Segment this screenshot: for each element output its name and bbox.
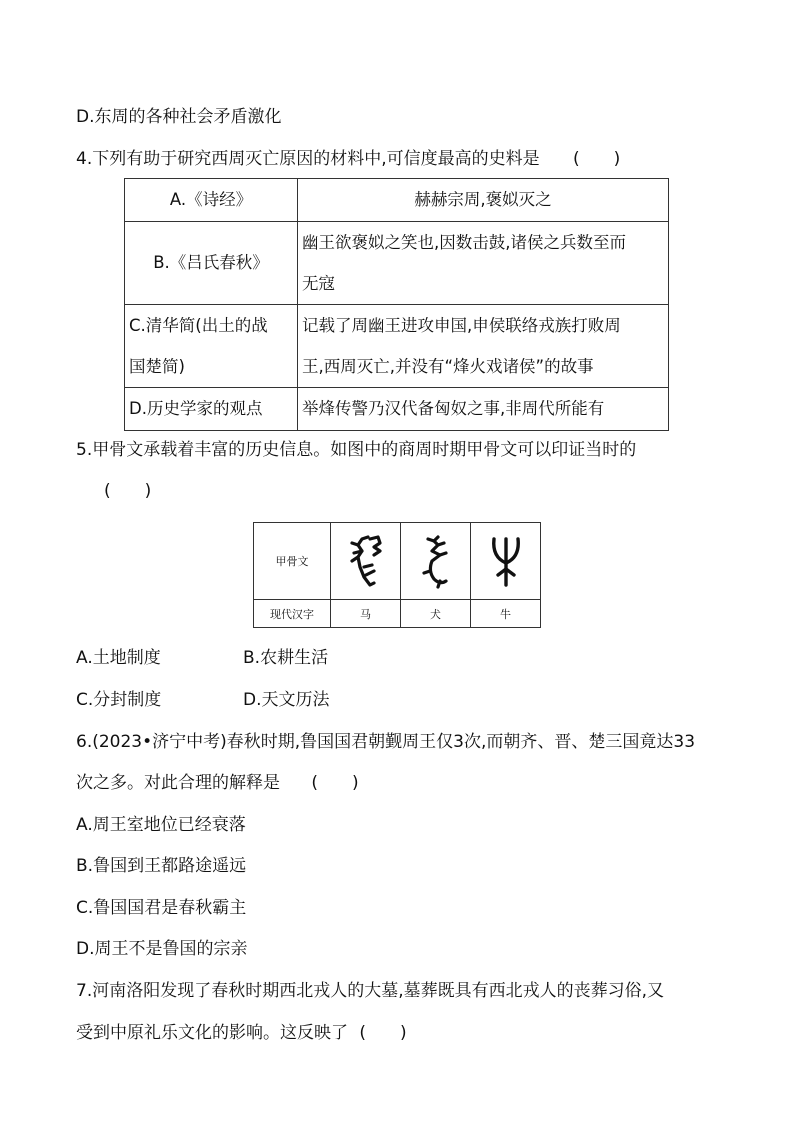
q4-row-c-label-line2: 国楚简) xyxy=(129,357,185,376)
q4-row-c-label xyxy=(125,305,298,388)
table-row xyxy=(125,179,669,222)
q6-option-a: A.周王室地位已经衰落 xyxy=(76,815,246,835)
q7-answer-paren: ( ) xyxy=(359,1023,407,1043)
table-row xyxy=(125,388,669,431)
q4-row-a-label: A.《诗经》 xyxy=(125,179,298,222)
q7-stem-line2 xyxy=(76,1021,407,1045)
q5-stem: 5.甲骨文承载着丰富的历史信息。如图中的商周时期甲骨文可以印证当时的 xyxy=(76,440,637,460)
q5-option-b: B.农耕生活 xyxy=(243,648,329,668)
modern-char-dog: 犬 xyxy=(401,600,471,628)
q4-row-b-content-line2: 无寇 xyxy=(302,274,335,293)
table-row xyxy=(125,222,669,305)
q4-row-c-content-line2: 王,西周灭亡,并没有“烽火戏诸侯”的故事 xyxy=(302,357,594,376)
q6-stem-line2-text: 次之多。对此合理的解释是 xyxy=(76,773,280,793)
q5-option-d: D.天文历法 xyxy=(243,690,330,710)
q6-stem-line2 xyxy=(76,771,359,795)
q4-row-c-content xyxy=(298,305,669,388)
q5-option-c: C.分封制度 xyxy=(76,690,162,710)
q4-stem xyxy=(76,147,620,171)
table-row xyxy=(254,600,541,628)
q4-stem-text: 4.下列有助于研究西周灭亡原因的材料中,可信度最高的史料是 xyxy=(76,149,540,169)
q5-oracle-bone-table xyxy=(253,522,541,628)
q7-stem-line2-text: 受到中原礼乐文化的影响。这反映了 xyxy=(76,1023,348,1043)
oracle-horse-glyph xyxy=(331,523,401,600)
q5-answer-paren: ( ) xyxy=(104,481,152,501)
modern-char-horse: 马 xyxy=(331,600,401,628)
q5-option-a: A.土地制度 xyxy=(76,648,161,668)
table-row xyxy=(254,523,541,600)
q4-row-c-content-line1: 记载了周幽王进攻申国,申侯联络戎族打败周 xyxy=(302,316,621,335)
q4-row-d-label: D.历史学家的观点 xyxy=(125,388,298,431)
q4-answer-paren: ( ) xyxy=(573,149,621,169)
q7-stem-line1: 7.河南洛阳发现了春秋时期西北戎人的大墓,墓葬既具有西北戎人的丧葬习俗,又 xyxy=(76,981,665,1001)
q4-row-a-content: 赫赫宗周,褒姒灭之 xyxy=(298,179,669,222)
q4-row-b-content xyxy=(298,222,669,305)
oracle-dog-glyph xyxy=(401,523,471,600)
oracle-ox-glyph xyxy=(471,523,541,600)
q4-row-d-content: 举烽传警乃汉代备匈奴之事,非周代所能有 xyxy=(298,388,669,431)
oracle-bone-header: 甲骨文 xyxy=(254,523,331,600)
q6-option-d: D.周王不是鲁国的宗亲 xyxy=(76,939,248,959)
table-row xyxy=(125,305,669,388)
q4-source-table xyxy=(124,178,669,431)
q6-answer-paren: ( ) xyxy=(311,773,359,793)
modern-chinese-header: 现代汉字 xyxy=(254,600,331,628)
prev-option-d: D.东周的各种社会矛盾激化 xyxy=(76,107,282,127)
q6-stem-line1: 6.(2023•济宁中考)春秋时期,鲁国国君朝觐周王仅3次,而朝齐、晋、楚三国竟达33 xyxy=(76,732,696,752)
q6-option-b: B.鲁国到王都路途遥远 xyxy=(76,856,247,876)
q4-row-c-label-line1: C.清华简(出土的战 xyxy=(129,316,268,335)
q6-option-c: C.鲁国国君是春秋霸主 xyxy=(76,898,247,918)
q4-row-b-content-line1: 幽王欲褒姒之笑也,因数击鼓,诸侯之兵数至而 xyxy=(302,233,626,252)
q4-row-b-label: B.《吕氏春秋》 xyxy=(125,222,298,305)
modern-char-ox: 牛 xyxy=(471,600,541,628)
